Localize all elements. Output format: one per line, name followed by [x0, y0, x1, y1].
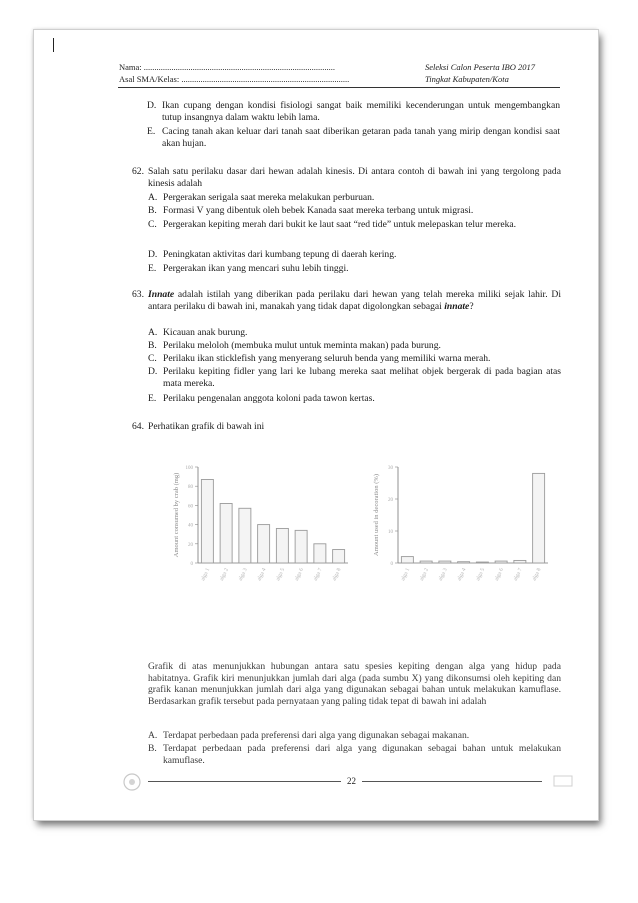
q63-option-b-label: B.: [148, 340, 157, 351]
left-chart-bar: [314, 544, 326, 563]
header-rule: [118, 87, 560, 88]
q64-option-b-label: B.: [148, 743, 157, 754]
footer-rule-right: [362, 781, 542, 782]
chart-left-consumed: [160, 450, 360, 650]
left-chart-ytick-label: 80: [188, 485, 193, 491]
footer-logo-right-icon: [552, 772, 574, 790]
q61-option-d-label: D.: [147, 100, 157, 111]
q63-option-d-label: D.: [148, 366, 158, 377]
q64-option-a-label: A.: [148, 730, 158, 741]
right-chart-category-label: alga 2: [418, 567, 430, 582]
left-chart-category-label: alga 7: [312, 567, 324, 582]
left-chart-ytick-label: 40: [188, 523, 193, 529]
footer-logo-left-icon: [122, 772, 142, 792]
q61-option-e-text: Cacing tanah akan keluar dari tanah saat diberikan getaran pada tanah yang mirip dengan kondisi saat akan hujan.: [162, 126, 560, 149]
q62-option-c-text: Pergerakan kepiting merah dari bukit ke laut saat “red tide” untuk melepaskan telur mereka.: [163, 219, 517, 230]
q63-term-innate-2: innate: [444, 300, 470, 312]
q63-stem: [148, 289, 561, 312]
q62-option-e-text: Pergerakan ikan yang mencari suhu lebih tinggi.: [163, 263, 349, 274]
q61-option-d-text: Ikan cupang dengan kondisi fisiologi sangat baik memiliki kecenderungan untuk mengembangkan tutup insangnya dalam waktu lebih lama.: [162, 100, 560, 123]
right-chart-bar: [439, 561, 451, 563]
right-chart-bar: [458, 562, 470, 563]
right-chart-bar: [495, 561, 507, 563]
q63-option-d-text: Perilaku kepiting fidler yang lari ke lubang mereka saat melihat objek bergerak di pada bagian atas mata mereka.: [163, 366, 561, 389]
q64-stem: Perhatikan grafik di bawah ini: [148, 421, 265, 432]
page-number: 22: [347, 776, 356, 786]
q63-option-c-text: Perilaku ikan sticklefish yang menyerang seluruh benda yang memiliki warna merah.: [163, 353, 491, 364]
q63-option-c-label: C.: [148, 353, 157, 364]
left-chart-ytick-label: 0: [190, 562, 193, 567]
q62-option-b-label: B.: [148, 205, 157, 216]
left-chart-category-label: alga 2: [218, 567, 230, 582]
header-name-field: Nama: ..........................................................................................: [119, 62, 336, 72]
left-chart-category-label: alga 6: [293, 567, 305, 582]
right-chart-category-label: alga 7: [512, 567, 524, 582]
left-chart-category-label: alga 4: [256, 567, 268, 582]
q62-option-b-text: Formasi V yang dibentuk oleh bebek Kanada saat mereka terbang untuk migrasi.: [163, 205, 474, 216]
q64-paragraph: Grafik di atas menunjukkan hubungan antara satu spesies kepiting dengan alga yang hidup pada habitatnya. Grafik kiri menunjukkan jumlah dari alga (pada sumbu X) yang dikonsumsi oleh kepiting dan grafik kanan menunjukkan jumlah dari alga yang digunakan sebagai bahan untuk melakukan kamuflase. Berdasarkan grafik tersebut pada pernyataan yang paling tidak tepat di bawah ini adalah: [148, 661, 561, 707]
left-chart-bar: [220, 503, 232, 563]
q62-option-c-label: C.: [148, 219, 157, 230]
right-chart-category-label: alga 8: [531, 567, 543, 582]
q63-option-b-text: Perilaku meloloh (membuka mulut untuk meminta makan) pada burung.: [163, 340, 441, 351]
right-chart-bar: [401, 557, 413, 563]
left-chart-category-label: alga 5: [275, 567, 287, 582]
right-chart-ytick-label: 20: [388, 498, 393, 503]
q64-option-a-text: Terdapat perbedaan pada preferensi dari alga yang digunakan sebagai makanan.: [163, 730, 470, 741]
right-chart-category-label: alga 5: [475, 567, 487, 582]
right-chart-ylabel: Amount used in decoration (%): [373, 474, 380, 556]
right-chart-bar: [476, 562, 488, 563]
header-class-field: Asal SMA/Kelas: ...............................................................................: [119, 74, 350, 84]
margin-mark: [53, 38, 54, 52]
left-chart-category-label: alga 1: [200, 567, 212, 582]
left-chart-ytick-label: 20: [188, 542, 193, 548]
left-chart-category-label: alga 8: [331, 567, 343, 582]
left-chart-ylabel: Amount consumed by crab (mg): [173, 472, 180, 558]
right-chart-ytick-label: 30: [388, 466, 393, 471]
q63-option-a-label: A.: [148, 327, 158, 338]
right-chart-ytick-label: 0: [390, 562, 393, 567]
left-chart-category-label: alga 3: [237, 567, 249, 582]
q62-option-a-text: Pergerakan serigala saat mereka melakukan perburuan.: [163, 192, 375, 203]
header-title: Seleksi Calon Peserta IBO 2017: [425, 62, 536, 72]
q64-number: 64.: [132, 421, 144, 432]
left-chart-bar: [276, 528, 288, 563]
left-chart-bar: [201, 479, 213, 563]
q62-option-a-label: A.: [148, 192, 158, 203]
chart-right-decoration: [360, 450, 560, 650]
left-chart-bar: [333, 550, 345, 563]
left-chart-bar: [258, 525, 270, 563]
q63-number: 63.: [132, 289, 144, 300]
q61-option-e-label: E.: [147, 126, 156, 137]
left-chart-ytick-label: 100: [185, 466, 193, 471]
left-chart-bar: [295, 530, 307, 563]
right-chart-bar: [420, 561, 432, 563]
q63-stem-body: adalah istilah yang diberikan pada perilaku dari hewan yang telah mereka miliki sejak lahir. Di antara perilaku di bawah ini, manakah yang tidak dapat digolongkan sebagai: [148, 289, 561, 312]
left-chart-bar: [239, 508, 251, 563]
right-chart-category-label: alga 1: [400, 567, 412, 582]
right-chart-category-label: alga 6: [493, 567, 505, 582]
q63-stem-end: ?: [469, 300, 474, 312]
left-chart-ytick-label: 60: [188, 504, 193, 510]
q62-stem: Salah satu perilaku dasar dari hewan adalah kinesis. Di antara contoh di bawah ini yang tergolong pada kinesis adalah: [148, 166, 561, 189]
q62-option-d-label: D.: [148, 249, 158, 260]
q62-option-d-text: Peningkatan aktivitas dari kumbang tepung di daerah kering.: [163, 249, 397, 260]
right-chart-ytick-label: 10: [388, 530, 393, 535]
q62-option-e-label: E.: [148, 263, 157, 274]
right-chart-bar: [514, 560, 526, 563]
q63-option-a-text: Kicauan anak burung.: [163, 327, 248, 338]
q63-option-e-text: Perilaku pengenalan anggota koloni pada tawon kertas.: [163, 393, 375, 404]
right-chart-category-label: alga 3: [437, 567, 449, 582]
right-chart-bar: [533, 473, 545, 563]
q64-option-b-text: Terdapat perbedaan pada preferensi dari alga yang digunakan sebagai bahan untuk melakukan kamuflase.: [163, 743, 561, 766]
q62-number: 62.: [132, 166, 144, 177]
q63-term-innate: Innate: [148, 289, 175, 300]
footer-rule-left: [148, 781, 341, 782]
q63-option-e-label: E.: [148, 393, 157, 404]
right-chart-category-label: alga 4: [456, 567, 468, 582]
header-subtitle: Tingkat Kabupaten/Kota: [425, 74, 509, 84]
